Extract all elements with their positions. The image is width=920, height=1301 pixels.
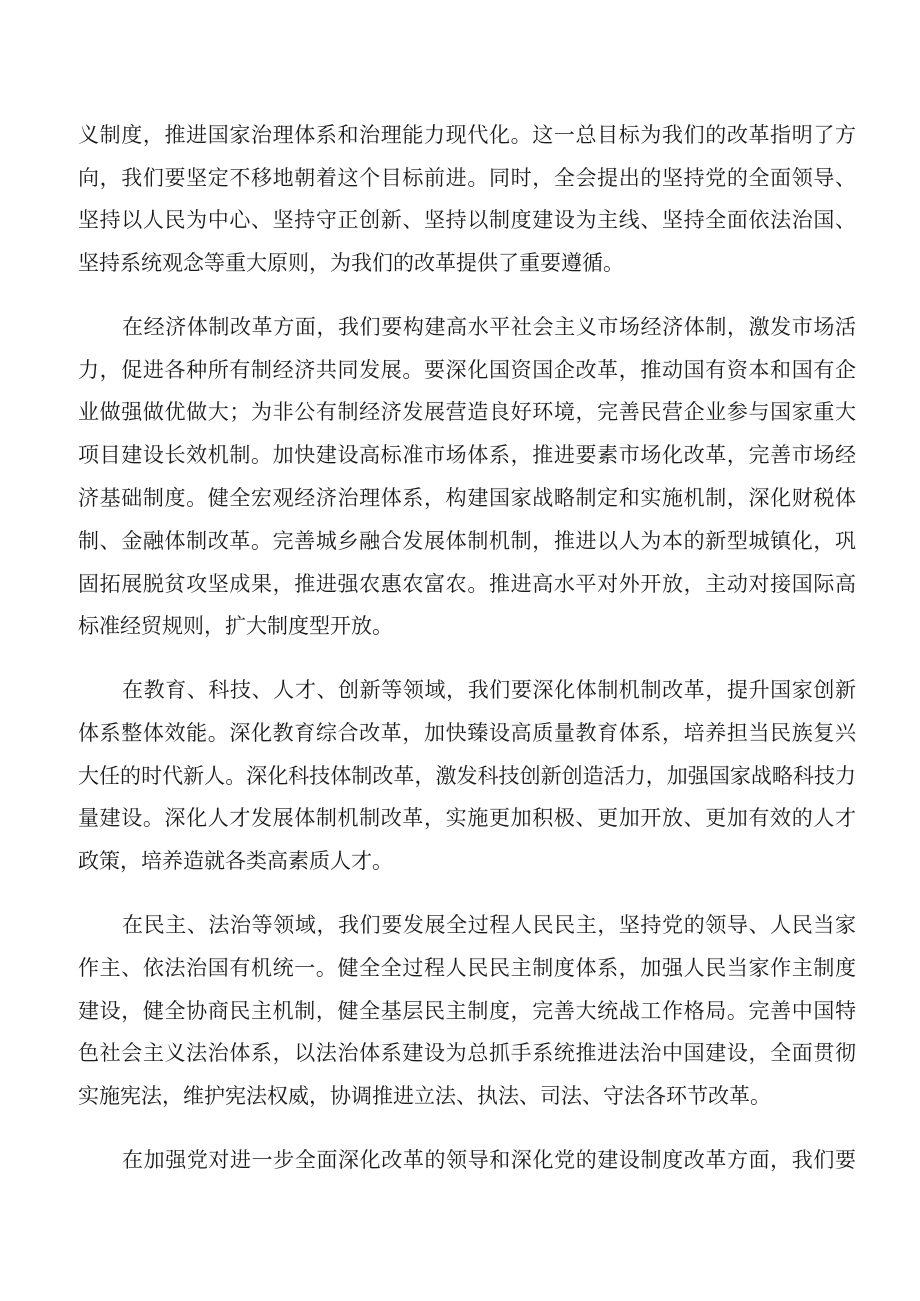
- text-line: 力，促进各种所有制经济共同发展。要深化国资国企改革，推动国有资本和国有企: [78, 358, 856, 382]
- text-line: 坚持系统观念等重大原则，为我们的改革提供了重要遵循。: [78, 251, 624, 275]
- text-line: 体系整体效能。深化教育综合改革，加快臻设高质量教育体系，培养担当民族复兴: [78, 721, 856, 745]
- text-line: 在加强党对进一步全面深化改革的领导和深化党的建设制度改革方面，我们要: [122, 1148, 856, 1172]
- text-line: 标准经贸规则，扩大制度型开放。: [78, 614, 393, 638]
- text-line: 项目建设长效机制。加快建设高标准市场体系，推进要素市场化改革，完善市场经: [78, 443, 856, 467]
- text-line: 在教育、科技、人才、创新等领域，我们要深化体制机制改革，提升国家创新: [122, 678, 856, 702]
- text-line: 在民主、法治等领域，我们要发展全过程人民民主，坚持党的领导、人民当家: [122, 913, 856, 937]
- text-line: 向，我们要坚定不移地朝着这个目标前进。同时，全会提出的坚持党的全面领导、: [78, 166, 856, 190]
- text-line: 业做强做优做大；为非公有制经济发展营造良好环境，完善民营企业参与国家重大: [78, 400, 856, 424]
- text-line: 坚持以人民为中心、坚持守正创新、坚持以制度建设为主线、坚持全面依法治国、: [78, 208, 856, 232]
- text-line: 义制度，推进国家治理体系和治理能力现代化。这一总目标为我们的改革指明了方: [78, 123, 856, 147]
- text-line: 大任的时代新人。深化科技体制改革，激发科技创新创造活力，加强国家战略科技力: [78, 764, 856, 788]
- text-line: 量建设。深化人才发展体制机制改革，实施更加积极、更加开放、更加有效的人才: [78, 806, 856, 830]
- text-line: 政策，培养造就各类高素质人才。: [78, 849, 393, 873]
- text-line: 建设，健全协商民主机制，健全基层民主制度，完善大统战工作格局。完善中国特: [78, 999, 856, 1023]
- text-line: 色社会主义法治体系，以法治体系建设为总抓手系统推进法治中国建设，全面贯彻: [78, 1041, 856, 1065]
- text-line: 作主、依法治国有机统一。健全全过程人民民主制度体系，加强人民当家作主制度: [78, 956, 856, 980]
- text-line: 在经济体制改革方面，我们要构建高水平社会主义市场经济体制，激发市场活: [122, 315, 856, 339]
- text-line: 实施宪法，维护宪法权威，协调推进立法、执法、司法、守法各环节改革。: [78, 1084, 771, 1108]
- text-line: 济基础制度。健全宏观经济治理体系，构建国家战略制定和实施机制，深化财税体: [78, 486, 856, 510]
- text-line: 固拓展脱贫攻坚成果，推进强农惠农富农。推进高水平对外开放，主动对接国际高: [78, 572, 856, 596]
- text-line: 制、金融体制改革。完善城乡融合发展体制机制，推进以人为本的新型城镇化，巩: [78, 529, 856, 553]
